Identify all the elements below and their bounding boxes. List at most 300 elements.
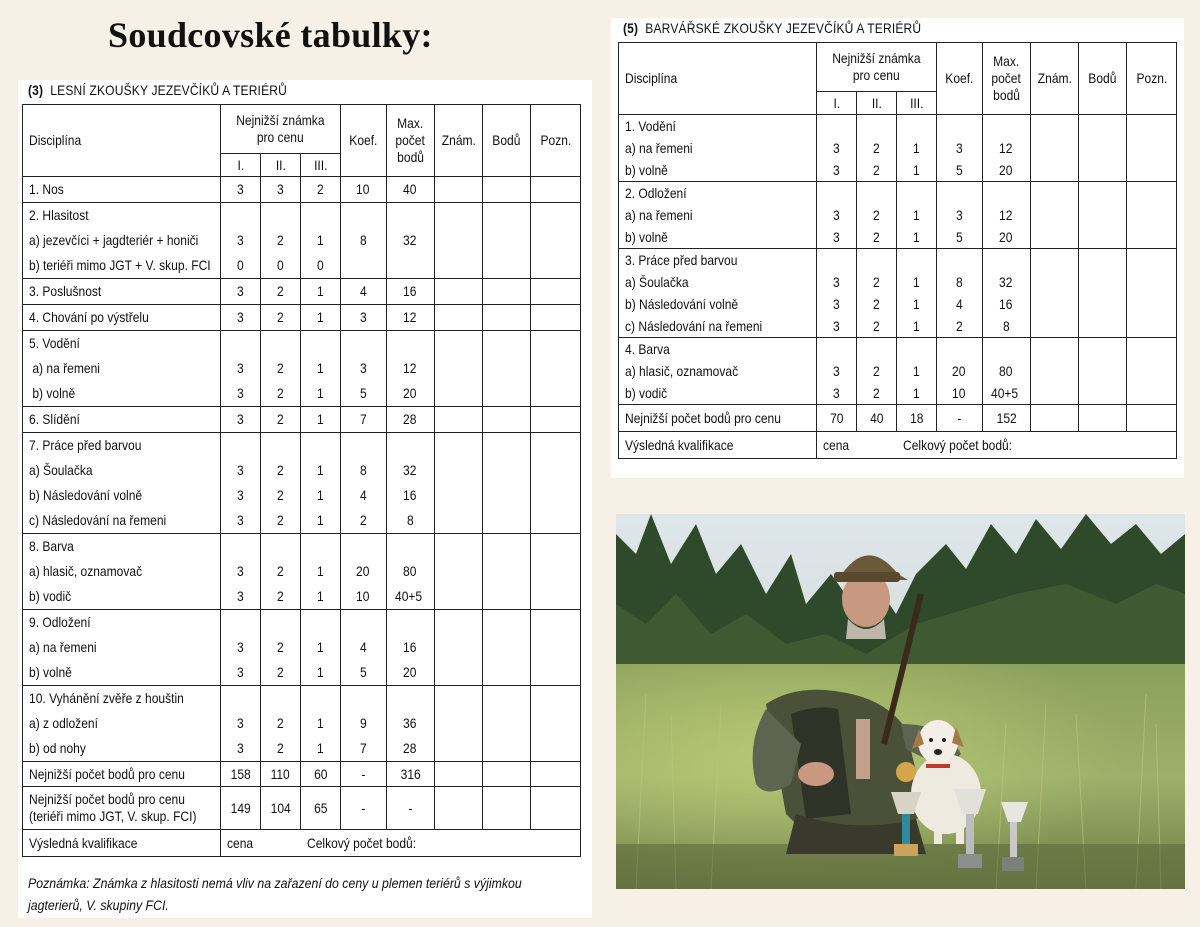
row-line <box>341 635 386 660</box>
header-bodu-label <box>1079 70 1126 87</box>
row-line <box>301 711 340 736</box>
row-line-text: 3 <box>832 140 840 156</box>
row-line-text: a) hlasič, oznamovač <box>29 563 143 579</box>
row-line <box>261 177 300 202</box>
row-line-text: 1 <box>316 588 324 604</box>
row-line <box>937 204 982 226</box>
total-koef <box>341 787 387 830</box>
row-line <box>29 635 220 660</box>
row-line <box>857 249 896 271</box>
row-line-text: 2 <box>276 639 284 655</box>
row-line <box>221 660 260 685</box>
row-line <box>625 293 816 315</box>
value-cell-p2 <box>261 305 301 331</box>
row-line-text: 1 <box>316 639 324 655</box>
row-line <box>301 686 340 711</box>
total-label-line-text: Nejnižší počet bodů pro cenu <box>625 409 781 426</box>
header-max-line-3 <box>387 149 434 166</box>
result-total-text <box>903 437 1177 454</box>
row-line <box>261 279 300 304</box>
row-line-text: 3 <box>955 140 963 156</box>
row-line-text: 3 <box>832 274 840 290</box>
discipline-cell <box>619 115 817 182</box>
total-label-line <box>625 410 816 427</box>
row-line <box>341 407 386 432</box>
row-line <box>817 182 856 204</box>
row-line-text: 1. Nos <box>29 181 64 197</box>
row-line <box>261 203 300 228</box>
table-row <box>23 433 581 534</box>
row-line-text: 5 <box>359 664 367 680</box>
table-3-title-text: LESNÍ ZKOUŠKY JEZEVČÍKŮ A TERIÉRŮ <box>50 82 288 98</box>
row-line <box>221 433 260 458</box>
row-line-text: 3 <box>236 487 244 503</box>
table-3-card <box>18 80 592 918</box>
empty-cell-bodu <box>483 433 531 534</box>
row-line-text: 80 <box>402 563 417 579</box>
row-line-text: 2 <box>955 318 963 334</box>
row-line-text: 2 <box>872 229 880 245</box>
row-line-text: 12 <box>402 360 417 376</box>
row-line-text: 4 <box>955 296 963 312</box>
discipline-cell <box>23 279 221 305</box>
row-line-text: 2 <box>276 462 284 478</box>
row-line-text: 1 <box>316 385 324 401</box>
row-line <box>261 253 300 278</box>
row-line-text: 3. Poslušnost <box>29 283 102 299</box>
result-cena-text-text: cena <box>823 436 850 453</box>
header-pozn <box>531 105 581 177</box>
total-label-line <box>29 766 220 783</box>
row-line <box>857 115 896 137</box>
total-koef-value-text: - <box>361 799 366 816</box>
row-line <box>857 226 896 248</box>
empty-cell-bodu <box>1079 182 1127 249</box>
row-line-text: a) z odložení <box>29 715 98 731</box>
table-row <box>23 279 581 305</box>
row-line <box>221 508 260 533</box>
total-koef-value-text: - <box>957 409 962 426</box>
value-cell-koef <box>341 331 387 407</box>
table-5-card <box>611 18 1184 478</box>
row-line-text: 1 <box>316 563 324 579</box>
header-discipline <box>23 105 221 177</box>
row-line <box>817 360 856 382</box>
row-line <box>29 534 220 559</box>
row-line-text: 4. Barva <box>625 341 670 357</box>
row-line-text: 2 <box>276 487 284 503</box>
value-cell-max <box>983 115 1031 182</box>
header-p1-label <box>817 95 856 112</box>
row-line-text: 1 <box>316 411 324 427</box>
header-p3 <box>897 92 937 115</box>
value-cell-p3 <box>897 115 937 182</box>
row-line <box>29 711 220 736</box>
header-znam-label <box>435 132 482 149</box>
row-line-text: 16 <box>998 296 1013 312</box>
empty-cell-bodu <box>1079 115 1127 182</box>
row-line-text: 20 <box>951 363 966 379</box>
header-bodu-label <box>483 132 530 149</box>
total-max-value-text: - <box>408 799 413 816</box>
header-min-mark <box>817 43 937 92</box>
row-line <box>221 534 260 559</box>
result-total-text-text: Celkový počet bodů: <box>902 436 1012 453</box>
value-cell-koef <box>341 407 387 433</box>
row-line-text: 1 <box>912 385 920 401</box>
row-line <box>29 253 220 278</box>
total-row <box>23 787 581 830</box>
total-label <box>619 405 817 432</box>
total-koef <box>341 762 387 787</box>
header-p2-label <box>261 157 300 174</box>
total-p1 <box>221 762 261 787</box>
value-cell-p2 <box>261 433 301 534</box>
total-p1-value-text: 149 <box>230 799 251 816</box>
row-line <box>301 559 340 584</box>
discipline-cell <box>619 338 817 405</box>
value-cell-koef <box>937 182 983 249</box>
row-line <box>387 483 434 508</box>
table-row <box>23 686 581 762</box>
row-line-text: 36 <box>402 715 417 731</box>
row-line-text: 20 <box>402 385 417 401</box>
row-line-text: 10 <box>951 385 966 401</box>
note-line-2: jagterierů, V. skupiny FCI. <box>28 897 169 913</box>
row-line <box>341 711 386 736</box>
empty-cell-pozn <box>531 331 581 407</box>
row-line <box>937 360 982 382</box>
row-line <box>387 407 434 432</box>
row-line-text: 1 <box>912 229 920 245</box>
row-line-text: a) na řemeni <box>625 207 693 223</box>
header-min-mark-line-1 <box>817 50 936 67</box>
row-line <box>341 584 386 609</box>
value-cell-max <box>983 182 1031 249</box>
row-line <box>301 610 340 635</box>
row-line-text: 6. Slídění <box>29 411 80 427</box>
row-line-text: 1 <box>316 462 324 478</box>
total-koef <box>937 405 983 432</box>
total-p1-value <box>817 410 856 427</box>
row-line <box>341 356 386 381</box>
value-cell-p1 <box>221 534 261 610</box>
empty-cell-pozn <box>531 686 581 762</box>
row-line <box>221 177 260 202</box>
table-row <box>23 534 581 610</box>
value-cell-p2 <box>857 338 897 405</box>
row-line <box>387 736 434 761</box>
row-line-text: 5 <box>955 229 963 245</box>
row-line <box>387 660 434 685</box>
row-line <box>817 115 856 137</box>
table-row <box>23 305 581 331</box>
row-line <box>897 137 936 159</box>
row-line-text: 7 <box>359 740 367 756</box>
value-cell-p1 <box>221 305 261 331</box>
row-line-text: b) volně <box>29 664 72 680</box>
row-line <box>29 736 220 761</box>
row-line <box>261 736 300 761</box>
total-label <box>23 787 221 830</box>
row-line-text: 5 <box>955 162 963 178</box>
table-row <box>619 182 1177 249</box>
row-line <box>341 228 386 253</box>
row-line-text: 1. Vodění <box>625 118 676 134</box>
row-line <box>387 228 434 253</box>
note-line-1: Poznámka: Známka z hlasitosti nemá vliv na zařazení do ceny u plemen teriérů s výjimkou <box>28 875 522 891</box>
discipline-cell <box>23 534 221 610</box>
discipline-cell <box>619 249 817 338</box>
row-line <box>983 182 1030 204</box>
header-bodu <box>483 105 531 177</box>
header-p2-label-text: II. <box>275 156 286 173</box>
row-line <box>301 203 340 228</box>
value-cell-p1 <box>817 338 857 405</box>
row-line-text: 3 <box>955 207 963 223</box>
header-min-mark-line-1 <box>221 112 340 129</box>
total-label-line-1 <box>29 791 220 808</box>
row-line <box>937 249 982 271</box>
row-line <box>221 356 260 381</box>
empty-cell-pozn <box>1127 405 1177 432</box>
header-p1-label-text: I. <box>833 94 840 111</box>
value-cell-koef <box>341 203 387 279</box>
empty-cell-znam <box>435 279 483 305</box>
row-line-text: 10. Vyhánění zvěře z houštin <box>29 690 184 706</box>
row-line <box>857 338 896 360</box>
row-line-text: 3 <box>832 385 840 401</box>
row-line <box>29 660 220 685</box>
empty-cell-pozn <box>531 407 581 433</box>
row-line-text: 3 <box>832 229 840 245</box>
row-line <box>937 382 982 404</box>
row-line-text: 20 <box>402 664 417 680</box>
row-line-text: 1 <box>912 140 920 156</box>
table-3-title <box>28 82 287 98</box>
header-min-mark <box>221 105 341 154</box>
header-bodu <box>1079 43 1127 115</box>
table-5-title-text: BARVÁŘSKÉ ZKOUŠKY JEZEVČÍKŮ A TERIÉRŮ <box>645 20 922 36</box>
total-max <box>387 787 435 830</box>
value-cell-p1 <box>221 610 261 686</box>
row-line-text: 1 <box>316 283 324 299</box>
total-p3-value <box>897 410 936 427</box>
row-line <box>341 559 386 584</box>
row-line-text: 1 <box>912 318 920 334</box>
header-p3-label <box>897 95 936 112</box>
header-znam-label <box>1031 70 1078 87</box>
discipline-cell <box>23 177 221 203</box>
empty-cell-bodu <box>483 177 531 203</box>
row-line-text: 3 <box>236 181 244 197</box>
row-line <box>301 177 340 202</box>
row-line-text: a) na řemeni <box>29 360 100 376</box>
empty-cell-pozn <box>531 610 581 686</box>
header-discipline <box>619 43 817 115</box>
row-line <box>817 382 856 404</box>
value-cell-max <box>387 331 435 407</box>
header-max-line-2 <box>387 132 434 149</box>
header-pozn-label-text: Pozn. <box>1136 70 1167 86</box>
row-line-text: 2 <box>276 309 284 325</box>
total-p2-value-text: 104 <box>270 799 291 816</box>
table-3-number: (3) <box>28 82 44 98</box>
discipline-cell <box>23 433 221 534</box>
row-line-text: 2 <box>276 512 284 528</box>
row-line <box>221 483 260 508</box>
header-min-mark-line-2 <box>221 129 340 146</box>
header-max-line-2-text: počet <box>395 132 426 148</box>
row-line <box>301 381 340 406</box>
header-p2-label <box>857 95 896 112</box>
total-label-line-text: Nejnižší počet bodů pro cenu <box>29 765 185 782</box>
value-cell-p3 <box>301 305 341 331</box>
row-line <box>387 331 434 356</box>
row-line-text: 1 <box>316 664 324 680</box>
value-cell-p1 <box>221 433 261 534</box>
row-line-text: 1 <box>316 487 324 503</box>
header-max-line-2 <box>983 70 1030 87</box>
row-line <box>857 315 896 337</box>
row-line-text: 3 <box>236 639 244 655</box>
empty-cell-pozn <box>531 433 581 534</box>
value-cell-p3 <box>301 433 341 534</box>
row-line <box>221 279 260 304</box>
total-p3 <box>301 762 341 787</box>
total-max-value <box>387 766 434 783</box>
empty-cell-znam <box>435 305 483 331</box>
result-label-text <box>625 437 816 454</box>
row-line <box>221 711 260 736</box>
row-line <box>937 182 982 204</box>
total-p2-value <box>261 800 300 817</box>
row-line <box>897 315 936 337</box>
header-p1-label-text: I. <box>237 156 244 173</box>
row-line <box>29 433 220 458</box>
table-row <box>23 203 581 279</box>
header-max <box>387 105 435 177</box>
row-line <box>261 559 300 584</box>
total-row <box>619 405 1177 432</box>
value-cell-p1 <box>817 182 857 249</box>
row-line-text: 2 <box>872 385 880 401</box>
row-line <box>221 203 260 228</box>
row-line <box>261 228 300 253</box>
row-line-text: 4. Chování po výstřelu <box>29 309 149 325</box>
row-line <box>983 315 1030 337</box>
row-line-text: 3 <box>832 363 840 379</box>
row-line <box>341 458 386 483</box>
value-cell-p1 <box>817 249 857 338</box>
row-line-text: 3 <box>832 318 840 334</box>
header-znam-label-text: Znám. <box>441 132 476 148</box>
empty-cell-znam <box>435 610 483 686</box>
result-row <box>619 432 1177 459</box>
value-cell-koef <box>341 279 387 305</box>
row-line <box>897 293 936 315</box>
row-line-text: 5. Vodění <box>29 335 80 351</box>
result-total-text <box>307 835 581 852</box>
header-max-line-2-text: počet <box>991 70 1022 86</box>
row-line-text: 10 <box>355 181 370 197</box>
header-discipline-label <box>625 66 816 91</box>
total-p2-value <box>261 766 300 783</box>
header-p1 <box>221 154 261 177</box>
row-line <box>387 610 434 635</box>
row-line-text: 3 <box>236 360 244 376</box>
empty-cell-pozn <box>531 305 581 331</box>
row-line <box>29 686 220 711</box>
row-line-text: 40+5 <box>990 385 1018 401</box>
row-line <box>387 381 434 406</box>
row-line <box>387 534 434 559</box>
row-line-text: 1 <box>316 360 324 376</box>
total-max-value <box>983 410 1030 427</box>
row-line-text: 2 <box>276 232 284 248</box>
empty-cell-znam <box>1031 338 1079 405</box>
empty-cell-bodu <box>1079 338 1127 405</box>
row-line <box>857 137 896 159</box>
row-line-text: 3 <box>236 462 244 478</box>
header-p1 <box>817 92 857 115</box>
row-line <box>29 610 220 635</box>
value-cell-p2 <box>857 249 897 338</box>
table-row <box>23 610 581 686</box>
row-line-text: 3. Práce před barvou <box>625 252 738 268</box>
row-line <box>625 382 816 404</box>
row-line <box>301 534 340 559</box>
total-p3-value-text: 60 <box>313 765 328 782</box>
discipline-cell <box>23 407 221 433</box>
row-line <box>341 331 386 356</box>
row-line-text: 2 <box>276 283 284 299</box>
row-line-text: 2 <box>872 162 880 178</box>
row-line <box>897 159 936 181</box>
value-cell-koef <box>341 433 387 534</box>
header-pozn-label <box>531 132 580 149</box>
empty-cell-bodu <box>483 534 531 610</box>
row-line <box>261 660 300 685</box>
row-line <box>897 271 936 293</box>
row-line <box>29 458 220 483</box>
row-line <box>817 249 856 271</box>
empty-cell-znam <box>1031 115 1079 182</box>
total-koef-value <box>341 766 386 783</box>
empty-cell-znam <box>435 534 483 610</box>
value-cell-max <box>387 433 435 534</box>
empty-cell-bodu <box>483 762 531 787</box>
total-p3-value-text: 18 <box>909 409 924 426</box>
row-line-text: 3 <box>236 385 244 401</box>
row-line <box>301 279 340 304</box>
row-line <box>897 115 936 137</box>
empty-cell-bodu <box>483 610 531 686</box>
row-line <box>261 534 300 559</box>
total-koef-value <box>341 800 386 817</box>
row-line-text: 2 <box>872 318 880 334</box>
row-line <box>983 137 1030 159</box>
row-line-text: 3 <box>832 296 840 312</box>
header-min-mark-line-2 <box>817 67 936 84</box>
row-line <box>937 338 982 360</box>
row-line-text: 3 <box>359 360 367 376</box>
total-p1-value-text: 70 <box>829 409 844 426</box>
row-line <box>897 382 936 404</box>
table-row <box>619 338 1177 405</box>
row-line <box>221 228 260 253</box>
empty-cell-pozn <box>1127 182 1177 249</box>
